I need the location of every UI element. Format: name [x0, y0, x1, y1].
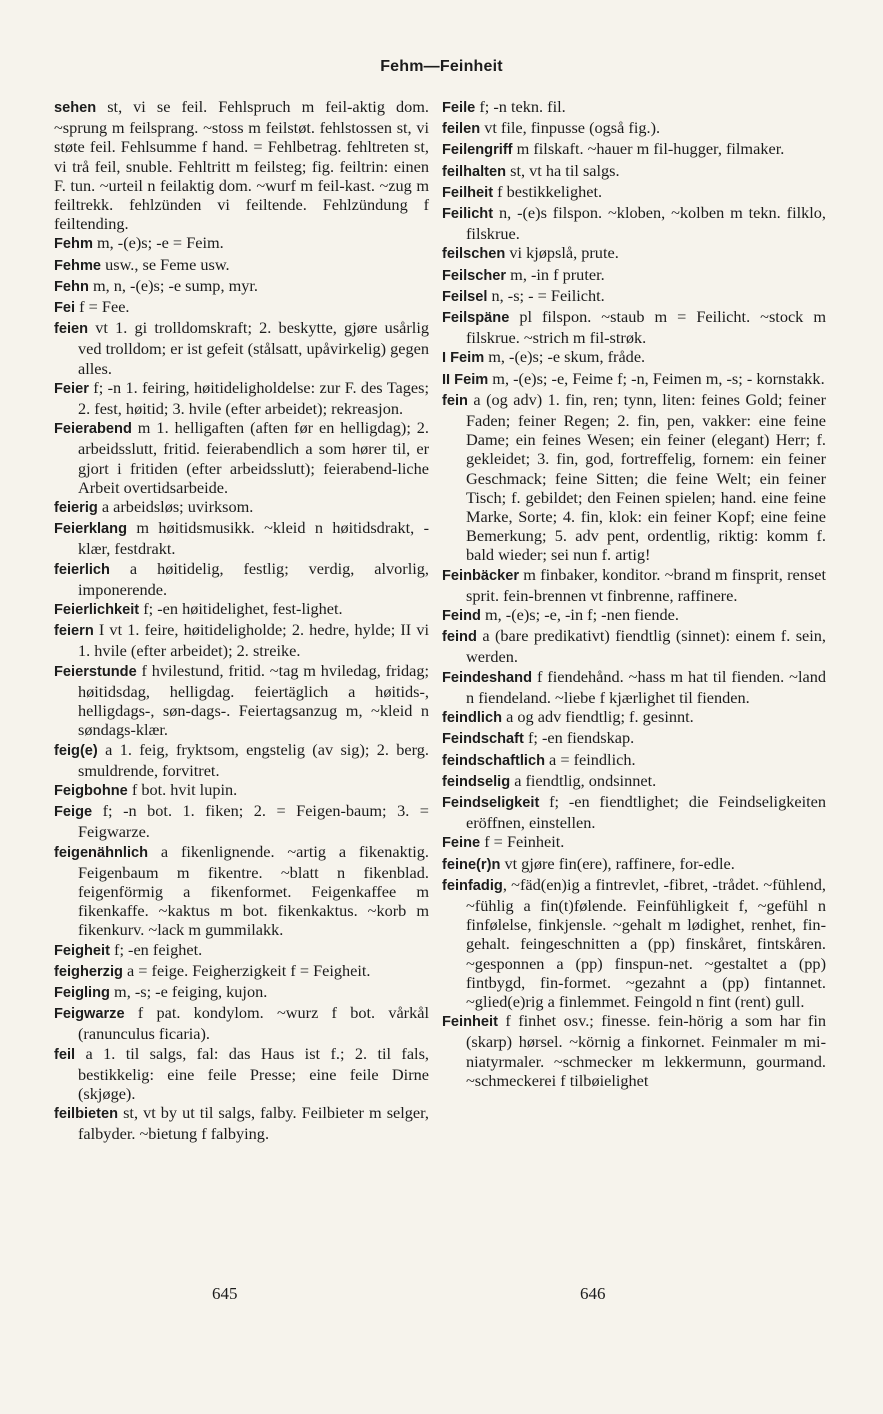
- entry-definition: n, -(e)s filspon. ~kloben, ~kolben m tekn. filklo, filskrue.: [466, 203, 826, 244]
- dictionary-entry: [442, 118, 826, 139]
- dictionary-entry: [442, 1011, 826, 1090]
- entry-definition: a = feindlich.: [544, 749, 636, 769]
- dictionary-entry: [54, 842, 429, 940]
- page-header: Fehm—Feinheit: [380, 58, 503, 75]
- entry-headword: Feilsel: [442, 288, 488, 305]
- dictionary-entry: [54, 97, 429, 233]
- entry-definition: a og adv fiendtlig; f. gesinnt.: [502, 707, 694, 727]
- dictionary-entry: [442, 369, 826, 390]
- entry-headword: I Feim: [442, 350, 485, 367]
- entry-headword: feind: [442, 629, 477, 646]
- entry-headword: Feier: [54, 380, 89, 397]
- entry-headword: II Feim: [442, 371, 489, 388]
- entry-headword: feil: [54, 1046, 76, 1063]
- entry-headword: feig(e): [54, 742, 98, 759]
- entry-definition: a fiendtlig, ondsinnet.: [510, 770, 657, 790]
- dictionary-entry: [442, 707, 826, 728]
- dictionary-entry: [442, 161, 826, 182]
- entry-definition: m, -s; -e feiging, kujon.: [109, 981, 268, 1001]
- entry-headword: feilhalten: [442, 163, 507, 180]
- dictionary-entry: [54, 418, 429, 497]
- dictionary-entry: [54, 276, 429, 297]
- dictionary-entry: [54, 297, 429, 318]
- entry-definition: f = Fee.: [75, 297, 130, 317]
- entry-headword: Feigheit: [54, 942, 110, 959]
- entry-headword: Feige: [54, 804, 93, 821]
- dictionary-entry: [442, 390, 826, 565]
- entry-headword: Fehme: [54, 257, 102, 274]
- entry-definition: pl filspon. ~staub m = Feilicht. ~stock m filskrue. ~strich m fil-strøk.: [466, 307, 826, 348]
- entry-definition: vt file, finpusse (også fig.).: [480, 118, 661, 138]
- entry-definition: f; -n 1. feiring, høitideligholdelse: zur F. des Tages; 2. fest, høitid; 3. hvile (efter arbeidet); rekreasjon.: [78, 377, 429, 419]
- dictionary-entry: [442, 97, 826, 118]
- entry-headword: Feindschaft: [442, 731, 524, 748]
- entry-definition: m 1. helligaften (aften før en helligdag); 2. arbeidsslutt, fritid. feierabendlich a som hører til, er gjort i fritiden (efter arbeidsslutt); feierabend-liche Arbeit overtidsarbeide.: [78, 418, 429, 497]
- dictionary-entry: [54, 1103, 429, 1143]
- entry-headword: fein: [442, 392, 468, 409]
- dictionary-entry: [54, 740, 429, 780]
- entry-headword: Feindeshand: [442, 669, 533, 686]
- entry-definition: m, -(e)s; -e = Feim.: [92, 233, 224, 253]
- dictionary-entry: [54, 780, 429, 801]
- dictionary-entry: [54, 559, 429, 599]
- dictionary-entry: [442, 182, 826, 203]
- dictionary-entry: [442, 750, 826, 771]
- entry-headword: feindselig: [442, 773, 511, 790]
- dictionary-entry: [442, 605, 826, 626]
- entry-headword: feilen: [442, 121, 481, 138]
- entry-definition: f; -en feighet.: [109, 939, 203, 959]
- entry-headword: Feine: [442, 835, 481, 852]
- entry-headword: feine(r)n: [442, 856, 501, 873]
- entry-headword: feindschaftlich: [442, 752, 545, 769]
- page-number-right: 646: [580, 1284, 606, 1303]
- entry-definition: f hvilestund, fritid. ~tag m hviledag, fridag; høitidsdag, helligdag. feiertäglich a høitids-, helligdags-, søn-dags-. Feiertagsanzug m, ~kleid n søndags-klær.: [78, 660, 429, 740]
- dictionary-entry: [54, 599, 429, 620]
- dictionary-entry: [54, 318, 429, 378]
- dictionary-entry: [442, 203, 826, 243]
- entry-definition: a (og adv) 1. fin, ren; tynn, liten: feines Gold; feiner Faden; feiner Regen; 2. fin, pen, vakker: eine feine Dame; ein feines Wesen; ein feiner (elegant) Herr; f. gekleidet; 3. fin, god, fortreffelig, fornem: ein feiner Geschmack; feine Sitten; die feine Welt; ein feiner Tisch; f. gebildet; den Feinen spielen; hand. eine feine Marke, Sorte; 4. fin, klok: ein feiner Kopf; eine feine Bemerkung; 5. adv pent, ordentlig, riktig: komm f. bald wieder; sei nun f. artig!: [466, 389, 826, 565]
- dictionary-entry: [54, 1003, 429, 1043]
- entry-headword: feindlich: [442, 710, 502, 727]
- entry-definition: vt 1. gi trolldomskraft; 2. beskytte, gjøre usårlig ved trolldom; er ist gefeit (stålsatt, upåvirkelig) gegen alles.: [78, 318, 429, 378]
- entry-definition: I vt 1. feire, høitideligholde; 2. hedre, hylde; II vi 1. hvile (efter arbeidet); 2. streike.: [78, 620, 429, 661]
- entry-definition: f; -n bot. 1. fiken; 2. = Feigen-baum; 3. = Feigwarze.: [78, 801, 429, 842]
- dictionary-entry: [442, 265, 826, 286]
- dictionary-entry: [54, 233, 429, 254]
- dictionary-entry: [442, 565, 826, 605]
- entry-definition: f pat. kondylom. ~wurz f bot. vårkål (ranunculus ficaria).: [78, 1003, 429, 1044]
- dictionary-entry: [442, 626, 826, 666]
- entry-headword: Feinbäcker: [442, 567, 520, 584]
- dictionary-entry: [442, 792, 826, 832]
- entry-headword: feigenähnlich: [54, 844, 149, 861]
- entry-headword: Feinheit: [442, 1014, 498, 1031]
- entry-definition: a (bare predikativt) fiendtlig (sinnet): einem f. sein, werden.: [466, 626, 826, 667]
- entry-headword: Feierlichkeit: [54, 602, 140, 619]
- dictionary-entry: [54, 518, 429, 558]
- dictionary-entry: [54, 1044, 429, 1104]
- dictionary-entry: [54, 982, 429, 1003]
- entry-definition: m, -(e)s; -e, Feime f; -n, Feimen m, -s; - kornstakk.: [488, 368, 825, 388]
- dictionary-entry: [54, 378, 429, 418]
- entry-definition: m, n, -(e)s; -e sump, myr.: [88, 275, 258, 295]
- entry-headword: Feierabend: [54, 421, 132, 438]
- entry-headword: Feile: [442, 100, 476, 116]
- entry-headword: feinfadig: [442, 877, 503, 894]
- entry-headword: Feind: [442, 608, 481, 625]
- entry-headword: feiern: [54, 623, 94, 640]
- entry-definition: usw., se Feme usw.: [101, 254, 230, 274]
- entry-headword: Feierstunde: [54, 663, 137, 680]
- entry-headword: Feilscher: [442, 267, 507, 284]
- entry-definition: st, vi se feil. Fehlspruch m feil-aktig dom. ~sprung m feilsprang. ~stoss m feilstøt. fehlstossen st, vi støte feil. Fehlsumme f hand. = Fehlbetrag. fehltreten st, vi trå feil, snuble. Fehltritt m feilsteg; fig. feiltrin: einen F. tun. ~urteil n feilaktig dom. ~wurf m feil-kast. ~zug m feiltrekk. fehlzünden vi feiltende. Fehlzündung f feiltending.: [54, 97, 429, 234]
- dictionary-entry: [442, 667, 826, 707]
- entry-definition: st, vt ha til salgs.: [506, 160, 620, 180]
- entry-definition: a = feige. Feigherzigkeit f = Feigheit.: [122, 960, 371, 980]
- entry-headword: feilbieten: [54, 1106, 119, 1123]
- entry-definition: f = Feinheit.: [480, 832, 565, 852]
- dictionary-entry: [54, 961, 429, 982]
- entry-headword: Feilheit: [442, 184, 494, 201]
- entry-headword: Fehm: [54, 236, 93, 253]
- dictionary-entry: [442, 139, 826, 160]
- entry-definition: a arbeidsløs; uvirksom.: [97, 497, 254, 517]
- dictionary-entry: [442, 347, 826, 368]
- entry-definition: f; -en fiendtlighet; die Feindseligkeiten eröffnen, einstellen.: [466, 791, 826, 833]
- entry-headword: Feigwarze: [54, 1006, 125, 1023]
- entry-headword: Fehn: [54, 278, 89, 295]
- entry-headword: sehen: [54, 100, 97, 116]
- entry-headword: Feindseligkeit: [442, 794, 540, 811]
- dictionary-entry: [54, 940, 429, 961]
- entry-definition: f bot. hvit lupin.: [127, 779, 238, 799]
- entry-definition: m, -(e)s; -e, -in f; -nen fiende.: [480, 605, 679, 625]
- dictionary-entry: [54, 620, 429, 660]
- dictionary-entry: [442, 728, 826, 749]
- entry-headword: feilschen: [442, 246, 506, 263]
- entry-headword: Feigling: [54, 984, 110, 1001]
- entry-headword: Feilicht: [442, 206, 494, 223]
- entry-definition: f bestikkelighet.: [493, 181, 603, 201]
- dictionary-entry: [442, 832, 826, 853]
- entry-definition: a fikenlignende. ~artig a fikenaktig. Feigenbaum m fikentre. ~blatt n fikenblad. feigenförmig a fikenformet. Feigenkaffee m fikenkaffe. ~kaktus m bot. fikenkaktus. ~korb m fikenkurv. ~lack m gummilakk.: [78, 841, 429, 940]
- entry-definition: f fiendehånd. ~hass m hat til fienden. ~land n fiendeland. ~liebe f kjærlighet til fienden.: [466, 666, 826, 707]
- entry-headword: Feilengriff: [442, 142, 513, 159]
- entry-definition: st, vt by ut til salgs, falby. Feilbieter m selger, falbyder. ~bietung f falbying.: [78, 1103, 429, 1144]
- entry-definition: a høitidelig, festlig; verdig, alvorlig, imponerende.: [78, 558, 429, 599]
- entry-definition: m finbaker, konditor. ~brand m finsprit, renset sprit. fein-brennen vt finbrenne, raffinere.: [466, 564, 826, 605]
- dictionary-entry: [442, 771, 826, 792]
- entry-definition: m filskaft. ~hauer m fil-hugger, filmaker.: [512, 139, 785, 159]
- entry-headword: Feigbohne: [54, 782, 128, 799]
- entry-definition: vi kjøpslå, prute.: [505, 243, 619, 263]
- entry-headword: Feierklang: [54, 521, 127, 538]
- entry-headword: feigherzig: [54, 963, 123, 980]
- entry-definition: , ~fäd(en)ig a fintrevlet, -fibret, -trådet. ~fühlend, ~fühlig a fin(t)følende. Feinfühligkeit f, ~gefühl n finfølelse, finkjensle. ~gehalt m lødighet, renhet, fin-gehalt. feingeschnitten a (pp) finskåret, fintskåren. ~gesponnen a (pp) finspun-net. ~gestaltet a (pp) fintbygd, fin-formet. ~gezahnt a (pp) fintannet. ~glied(e)rig a finlemmet. Feingold n fint (rent) gull.: [466, 874, 826, 1011]
- dictionary-entry: [54, 255, 429, 276]
- dictionary-entry: [442, 307, 826, 347]
- entry-definition: vt gjøre fin(ere), raffinere, for-edle.: [500, 853, 735, 873]
- dictionary-entry: [54, 801, 429, 841]
- right-column: [442, 97, 826, 1090]
- entry-definition: f finhet osv.; finesse. fein-hörig a som har fin (skarp) hørsel. ~körnig a finkornet. Feinmaler m mi-niatyrmaler. ~schmecker m lekkermunn, gourmand. ~schmeckerei f tilbøielighet: [466, 1011, 826, 1090]
- entry-definition: f; -en høitidelighet, fest-lighet.: [139, 599, 343, 619]
- dictionary-entry: [54, 497, 429, 518]
- entry-headword: Feilspäne: [442, 310, 510, 327]
- entry-headword: Fei: [54, 300, 76, 317]
- entry-headword: feierig: [54, 500, 98, 517]
- dictionary-entry: [442, 243, 826, 264]
- dictionary-entry: [442, 286, 826, 307]
- dictionary-entry: [442, 875, 826, 1011]
- dictionary-entry: [442, 854, 826, 875]
- page-number-left: 645: [212, 1284, 238, 1303]
- dictionary-entry: [54, 661, 429, 740]
- entry-definition: n, -s; - = Feilicht.: [487, 285, 605, 305]
- entry-headword: feierlich: [54, 561, 110, 578]
- entry-definition: f; -en fiendskap.: [523, 728, 635, 748]
- entry-headword: feien: [54, 321, 89, 338]
- entry-definition: m, -in f pruter.: [506, 264, 605, 284]
- entry-definition: a 1. feig, fryktsom, engstelig (av sig); 2. berg. smuldrende, forvitret.: [78, 739, 429, 780]
- entry-definition: m høitidsmusikk. ~kleid n høitidsdrakt, -klær, festdrakt.: [78, 518, 429, 559]
- entry-definition: m, -(e)s; -e skum, fråde.: [484, 347, 646, 367]
- entry-definition: a 1. til salgs, fal: das Haus ist f.; 2. til fals, bestikkelig: eine feile Presse; eine feile Dirne (skjøge).: [75, 1043, 429, 1103]
- left-column: [54, 97, 429, 1144]
- entry-definition: f; -n tekn. fil.: [475, 97, 566, 116]
